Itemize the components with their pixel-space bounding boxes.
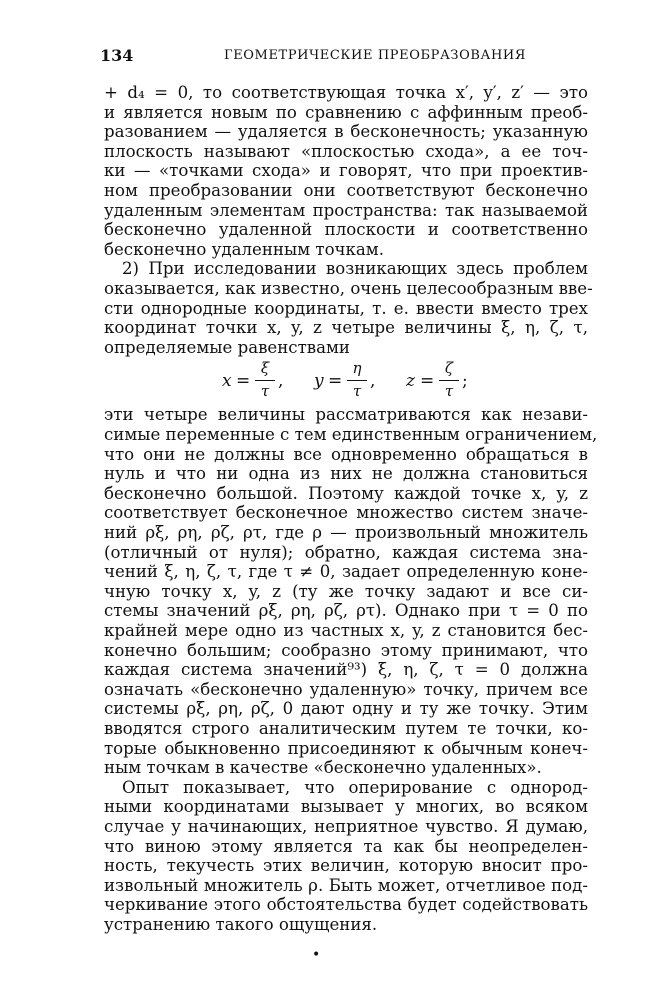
text-line: вводятся строго аналитическим путем те точки, ко- — [104, 719, 588, 738]
text-line: чений ξ, η, ζ, τ, где τ ≠ 0, задает определенную коне- — [104, 562, 588, 582]
formula-separator: ; — [462, 371, 468, 392]
text-line: Опыт показывает, что оперирование с однород- — [122, 777, 588, 797]
text-line: определяемые равенствами — [104, 337, 350, 357]
text-line: бесконечно удаленной плоскости и соответственно — [104, 220, 588, 240]
text-line: удаленным элементам пространства: так называемой — [104, 200, 588, 220]
text-line: случае у начинающих, неприятное чувство. Я думаю, — [104, 817, 588, 836]
text-line: ность, текучесть этих величин, которую вносит про- — [104, 856, 588, 876]
text-line: нуль и что ни одна из них не должна становиться — [104, 464, 588, 484]
formula-var: y — [314, 371, 324, 392]
text-line: конечно большим; сообразно этому принимают, что — [104, 640, 588, 660]
text-line: ном преобразовании они соответствуют бесконечно — [104, 181, 588, 200]
formula-numerator: ξ — [260, 359, 270, 378]
text-line: оказывается, как известно, очень целесообразным вве- — [104, 279, 593, 298]
formula-numerator: η — [352, 359, 362, 378]
text-line: эти четыре величины рассматриваются как незави- — [104, 405, 588, 425]
formula-equals: = — [420, 371, 435, 392]
text-line: черкивание этого обстоятельства будет содействовать — [104, 895, 588, 915]
footer-mark: • — [312, 946, 321, 963]
text-line: ки — «точками схода» и говорят, что при проектив- — [104, 161, 588, 181]
text-line: ными координатами вызывает у многих, во всяком — [104, 797, 588, 817]
text-line: извольный множитель ρ. Быть может, отчетливое под- — [104, 875, 588, 895]
text-line: что виною этому является та как бы неопределен- — [104, 836, 588, 856]
text-line: стемы значений ρξ, ρη, ρζ, ρτ). Однако при τ = 0 по — [104, 601, 588, 621]
homogeneous-coordinates-formula — [104, 357, 588, 401]
page-number: 134 — [100, 46, 134, 65]
text-line: чную точку x, y, z (ту же точку задают и все си- — [104, 581, 588, 601]
formula-var: x — [222, 371, 232, 392]
formula-separator: , — [370, 371, 376, 392]
text-line: устранению такого ощущения. — [104, 915, 378, 934]
formula-equals: = — [328, 371, 343, 392]
fraction-bar — [255, 380, 275, 381]
formula-denominator: τ — [352, 382, 362, 401]
formula-denominator: τ — [444, 382, 454, 401]
formula-denominator: τ — [260, 382, 270, 401]
text-line: бесконечно удаленным точкам. — [104, 239, 384, 259]
text-line: (отличный от нуля); обратно, каждая система зна- — [104, 542, 588, 562]
text-line: означать «бесконечно удаленную» точку, причем все — [104, 679, 588, 699]
text-line: координат точки x, y, z четыре величины ξ, η, ζ, τ, — [104, 318, 588, 338]
page-header — [100, 46, 588, 70]
text-line: каждая система значений⁹³) ξ, η, ζ, τ = 0 должна — [104, 660, 588, 680]
text-line: соответствует бесконечное множество систем значе- — [104, 503, 588, 523]
formula-separator: , — [278, 371, 284, 392]
text-line: ным точкам в качестве «бесконечно удаленных». — [104, 758, 542, 778]
text-line: бесконечно большой. Поэтому каждой точке x, y, z — [104, 483, 588, 503]
fraction-bar — [347, 380, 367, 381]
running-head: ГЕОМЕТРИЧЕСКИЕ ПРЕОБРАЗОВАНИЯ — [224, 48, 526, 63]
formula-var: z — [406, 371, 415, 392]
text-line: симые переменные с тем единственным ограничением, — [104, 425, 598, 444]
text-line: разованием — удаляется в бесконечность; указанную — [104, 122, 588, 142]
fraction-bar — [439, 380, 459, 381]
text-line: что они не должны все одновременно обращаться в — [104, 444, 588, 464]
text-line: крайней мере одно из частных x, y, z становится бес- — [104, 621, 588, 640]
formula-numerator: ζ — [444, 359, 454, 378]
text-line: + d₄ = 0, то соответствующая точка x′, y′, z′ — это — [104, 83, 588, 102]
text-line: и является новым по сравнению с аффинным преоб- — [104, 102, 588, 122]
text-line: плоскость называют «плоскостью схода», а ее точ- — [104, 141, 588, 161]
text-line: системы ρξ, ρη, ρζ, 0 дают одну и ту же точку. Этим — [104, 699, 588, 719]
formula-equals: = — [236, 371, 251, 392]
text-line: торые обыкновенно присоединяют к обычным конеч- — [104, 738, 588, 758]
text-line: ний ρξ, ρη, ρζ, ρτ, где ρ — произвольный множитель — [104, 523, 588, 542]
text-line: 2) При исследовании возникающих здесь проблем — [122, 259, 588, 279]
text-line: сти однородные координаты, т. е. ввести вместо трех — [104, 298, 588, 318]
